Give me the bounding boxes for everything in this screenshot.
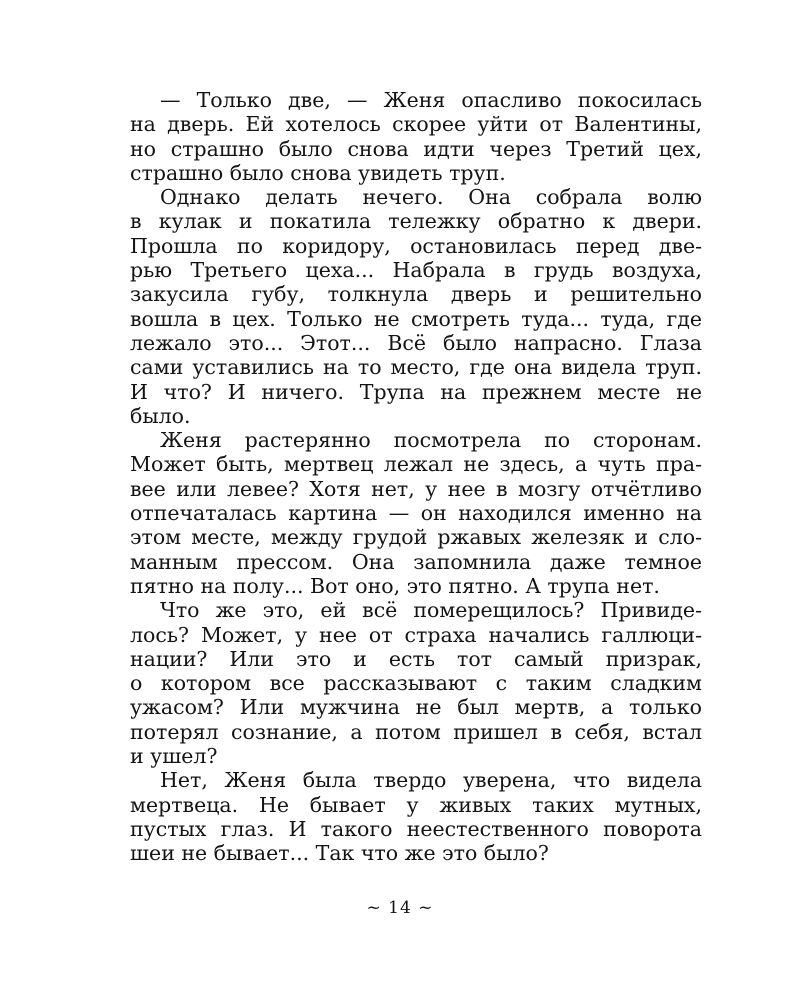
text-line: о котором все рассказывают с таким сладким [130, 671, 702, 696]
text-line: лось? Может, у нее от страха начались галлюци- [130, 622, 702, 647]
text-line: пятно на полу... Вот оно, это пятно. А трупа нет. [130, 573, 660, 598]
text-line: было. [130, 403, 191, 428]
text-line: шеи не бывает... Так что же это было? [130, 841, 549, 866]
text-line: Женя растерянно посмотрела по сторонам. [160, 428, 702, 453]
text-line: Что же это, ей всё померещилось? Привиде- [160, 598, 702, 623]
body-text [130, 88, 702, 866]
text-line: лежало это... Этот... Всё было напрасно. Глаза [130, 330, 702, 355]
text-line: ужасом? Или мужчина не был мертв, а только [130, 695, 702, 720]
text-line: но страшно было снова идти через Третий цех, [130, 136, 702, 161]
text-line: этом месте, между грудой ржавых железяк и сло- [130, 525, 702, 550]
text-line: Может быть, мертвец лежал не здесь, а чуть пра- [130, 452, 702, 477]
paragraph [130, 768, 702, 865]
paragraph [130, 185, 702, 428]
paragraph [130, 598, 702, 768]
text-line: Однако делать нечего. Она собрала волю [160, 185, 702, 210]
text-line: закусила губу, толкнула дверь и решительно [130, 282, 702, 307]
text-line: и ушел? [130, 744, 218, 769]
text-line: Нет, Женя была твердо уверена, что видела [160, 768, 702, 793]
text-line: рью Третьего цеха... Набрала в грудь воздуха, [130, 258, 702, 283]
text-line: на дверь. Ей хотелось скорее уйти от Валентины, [130, 112, 702, 137]
text-line: потерял сознание, а потом пришел в себя, встал [130, 719, 702, 744]
text-line: мертвеца. Не бывает у живых таких мутных, [130, 792, 702, 817]
text-line: отпечаталась картина — он находился именно на [130, 501, 702, 526]
text-line: вошла в цех. Только не смотреть туда... туда, где [130, 306, 702, 331]
text-line: нации? Или это и есть тот самый призрак, [130, 646, 702, 671]
page-number: ~ 14 ~ [366, 898, 434, 918]
text-line: вее или левее? Хотя нет, у нее в мозгу отчётливо [130, 476, 702, 501]
text-line: манным прессом. Она запомнила даже темное [130, 549, 702, 574]
text-line: Прошла по коридору, остановилась перед две- [130, 233, 702, 258]
text-line: пустых глаз. И такого неестественного поворота [130, 816, 702, 841]
paragraph [130, 428, 702, 598]
text-line: сами уставились на то место, где она видела труп. [130, 355, 702, 380]
paragraph [130, 88, 702, 185]
text-line: — Только две, — Женя опасливо покосилась [160, 88, 702, 112]
text-line: страшно было снова увидеть труп. [130, 160, 506, 185]
text-line: в кулак и покатила тележку обратно к двери. [130, 209, 702, 234]
text-line: И что? И ничего. Трупа на прежнем месте не [130, 379, 702, 404]
